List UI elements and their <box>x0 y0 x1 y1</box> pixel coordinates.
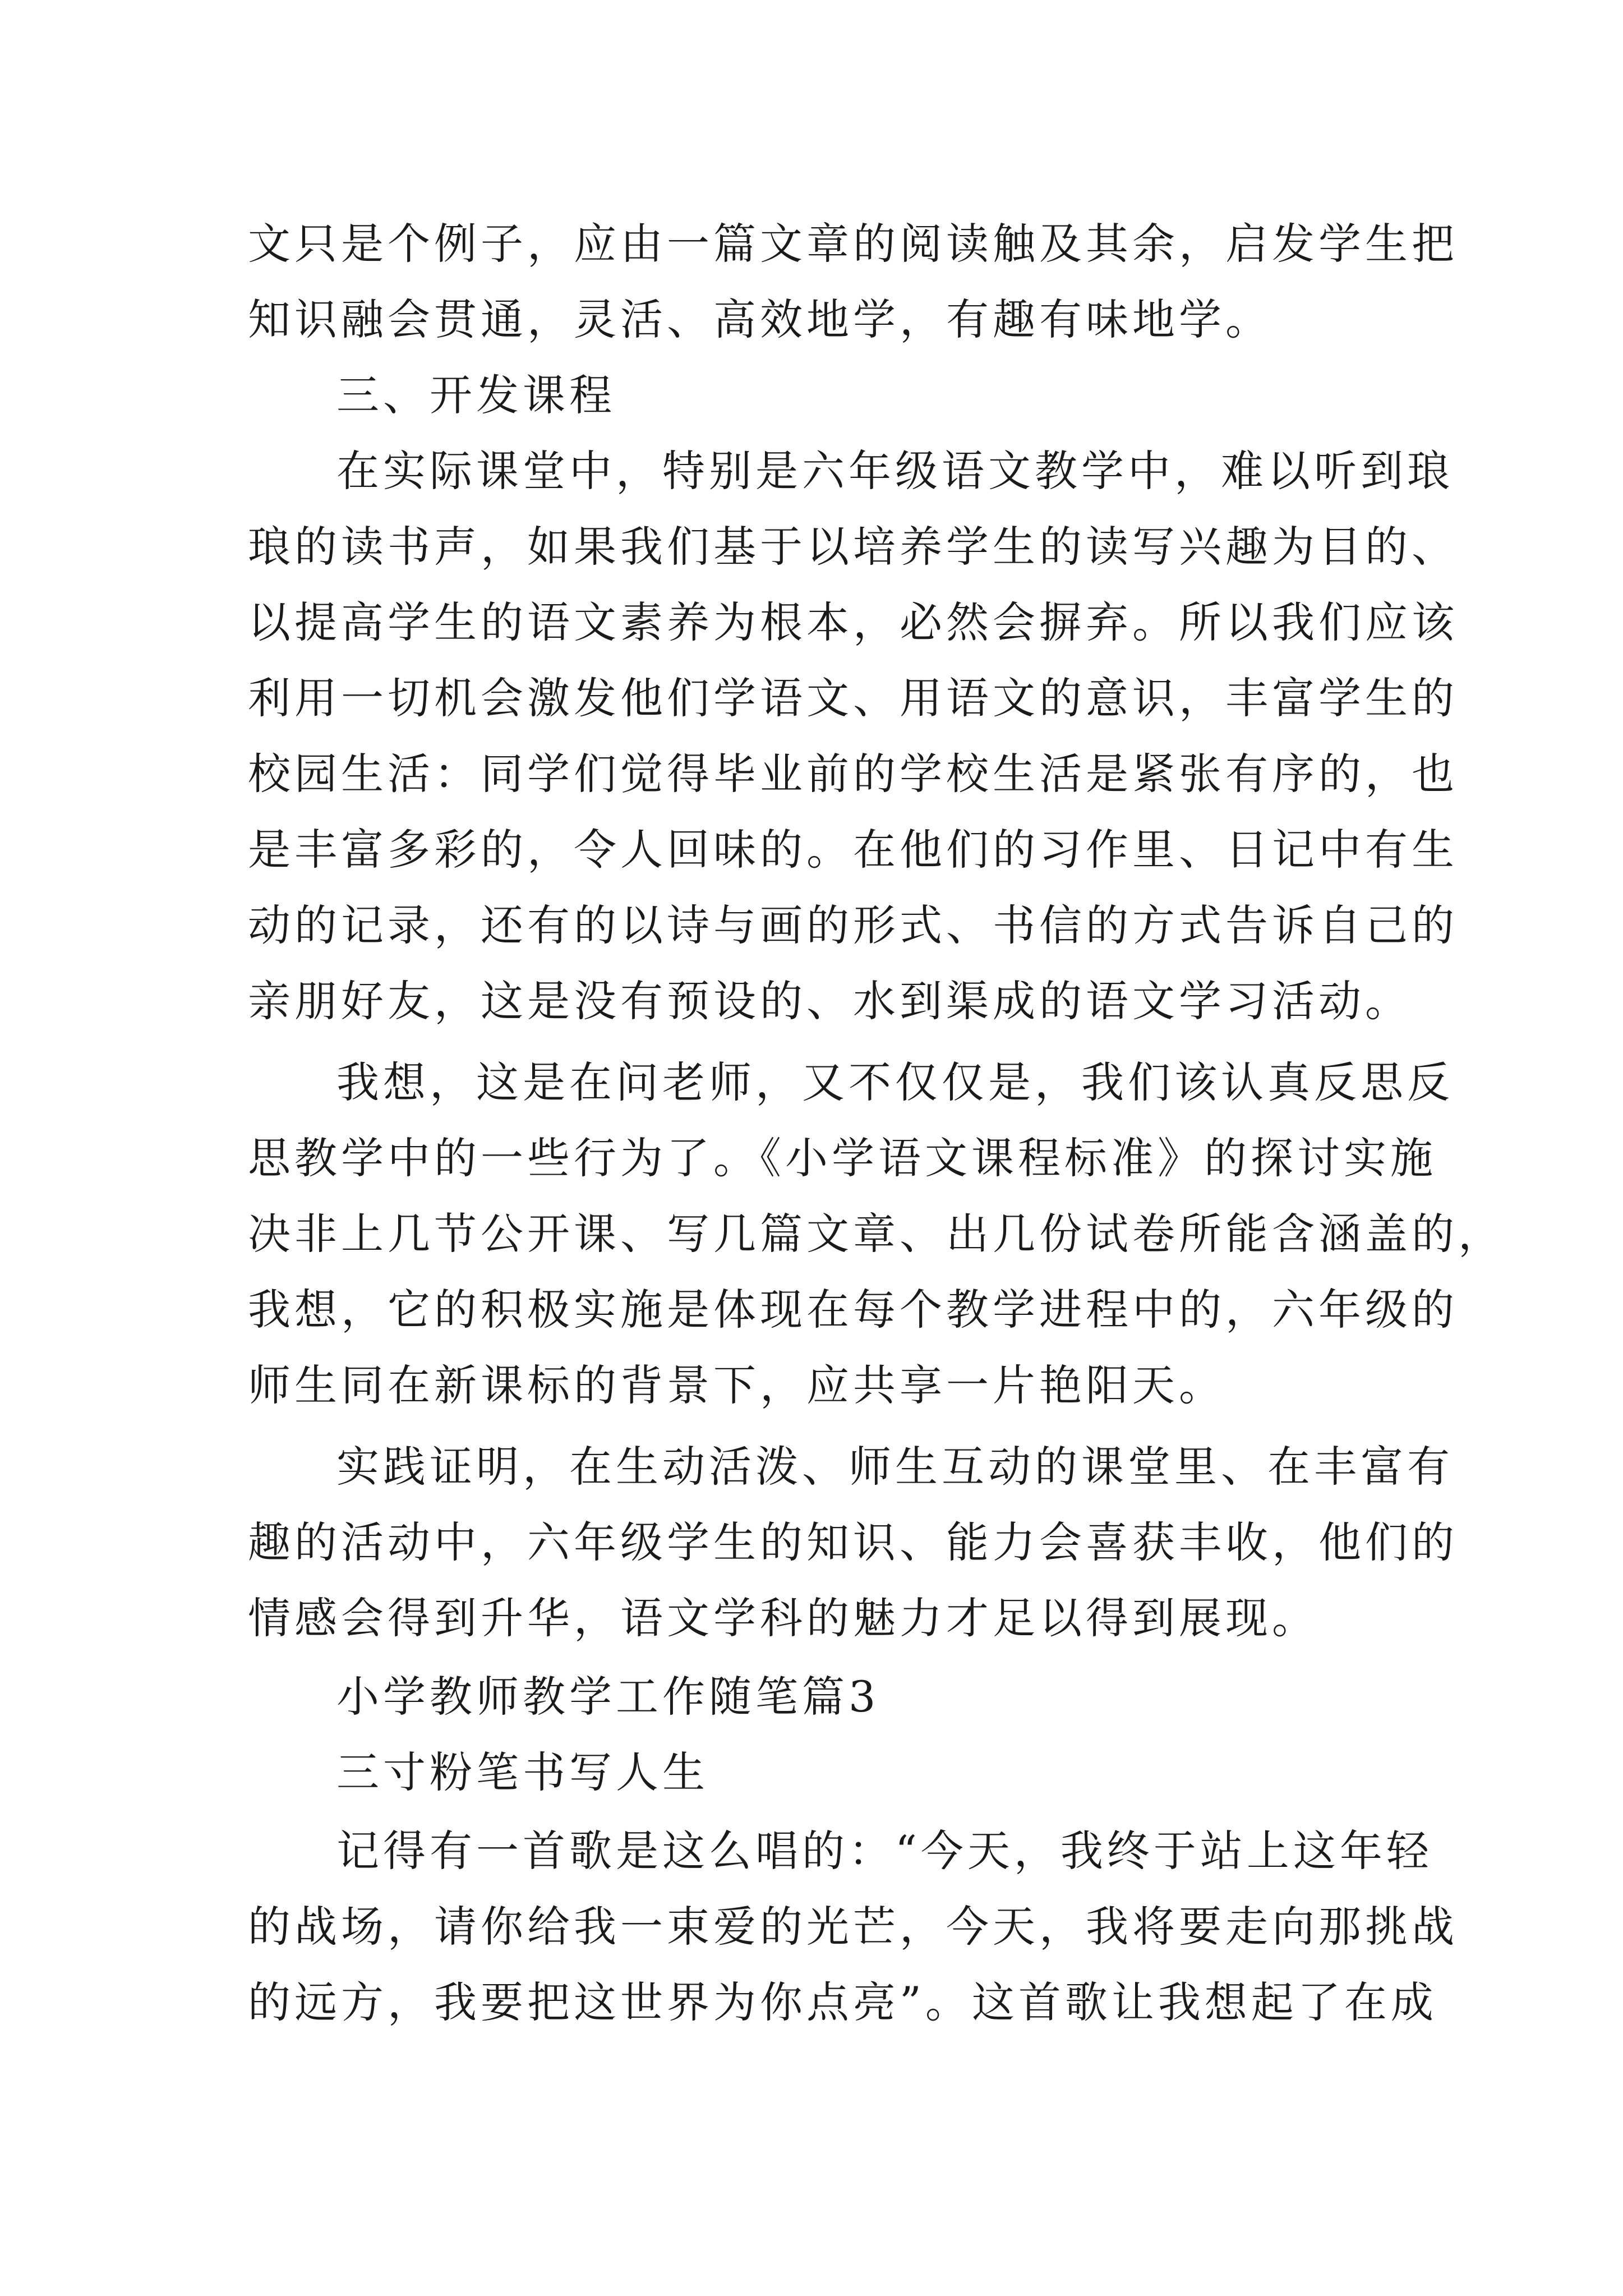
text-line-12: 我想，这是在问老师，又不仅仅是，我们该认真反思反 <box>336 1057 1454 1107</box>
article-title: 小学教师教学工作随笔篇3 <box>336 1672 880 1722</box>
text-line-5: 琅的读书声，如果我们基于以培养学生的读写兴趣为目的、 <box>248 522 1458 572</box>
text-line-16: 师生同在新课标的背景下，应共享一片艳阳天。 <box>248 1360 1225 1410</box>
text-line-24: 的远方，我要把这世界为你点亮”。这首歌让我想起了在成 <box>248 1977 1437 2027</box>
text-line-6: 以提高学生的语文素养为根本，必然会摒弃。所以我们应该 <box>248 597 1458 647</box>
text-line-17: 实践证明，在生动活泼、师生互动的课堂里、在丰富有 <box>336 1442 1454 1492</box>
text-line-10: 动的记录，还有的以诗与画的形式、书信的方式告诉自己的 <box>248 900 1458 950</box>
text-line-11: 亲朋好友，这是没有预设的、水到渠成的语文学习活动。 <box>248 976 1412 1026</box>
text-line-14: 决非上几节公开课、写几篇文章、出几份试卷所能含涵盖的， <box>248 1209 1505 1259</box>
text-line-15: 我想，它的积极实施是体现在每个教学进程中的，六年级的 <box>248 1285 1458 1335</box>
text-line-4: 在实际课堂中，特别是六年级语文教学中，难以听到琅 <box>336 446 1454 496</box>
text-line-13: 思教学中的一些行为了。《小学语文课程标准》的探讨实施 <box>248 1133 1437 1183</box>
text-line-7: 利用一切机会激发他们学语文、用语文的意识，丰富学生的 <box>248 673 1458 723</box>
text-line-19: 情感会得到升华，语文学科的魅力才足以得到展现。 <box>248 1593 1318 1643</box>
article-subtitle: 三寸粉笔书写人生 <box>336 1747 709 1797</box>
text-line-2: 知识融会贯通，灵活、高效地学，有趣有味地学。 <box>248 295 1272 344</box>
text-line-1: 文只是个例子，应由一篇文章的阅读触及其余，启发学生把 <box>248 219 1458 269</box>
section-heading: 三、开发课程 <box>336 370 616 420</box>
text-line-23: 的战场，请你给我一束爱的光芒，今天，我将要走向那挑战 <box>248 1902 1458 1952</box>
text-line-18: 趣的活动中，六年级学生的知识、能力会喜获丰收，他们的 <box>248 1517 1458 1567</box>
text-line-22: 记得有一首歌是这么唱的：“今天，我终于站上这年轻 <box>336 1826 1433 1876</box>
text-line-9: 是丰富多彩的，令人回味的。在他们的习作里、日记中有生 <box>248 825 1458 875</box>
text-line-8: 校园生活：同学们觉得毕业前的学校生活是紧张有序的，也 <box>248 749 1458 799</box>
